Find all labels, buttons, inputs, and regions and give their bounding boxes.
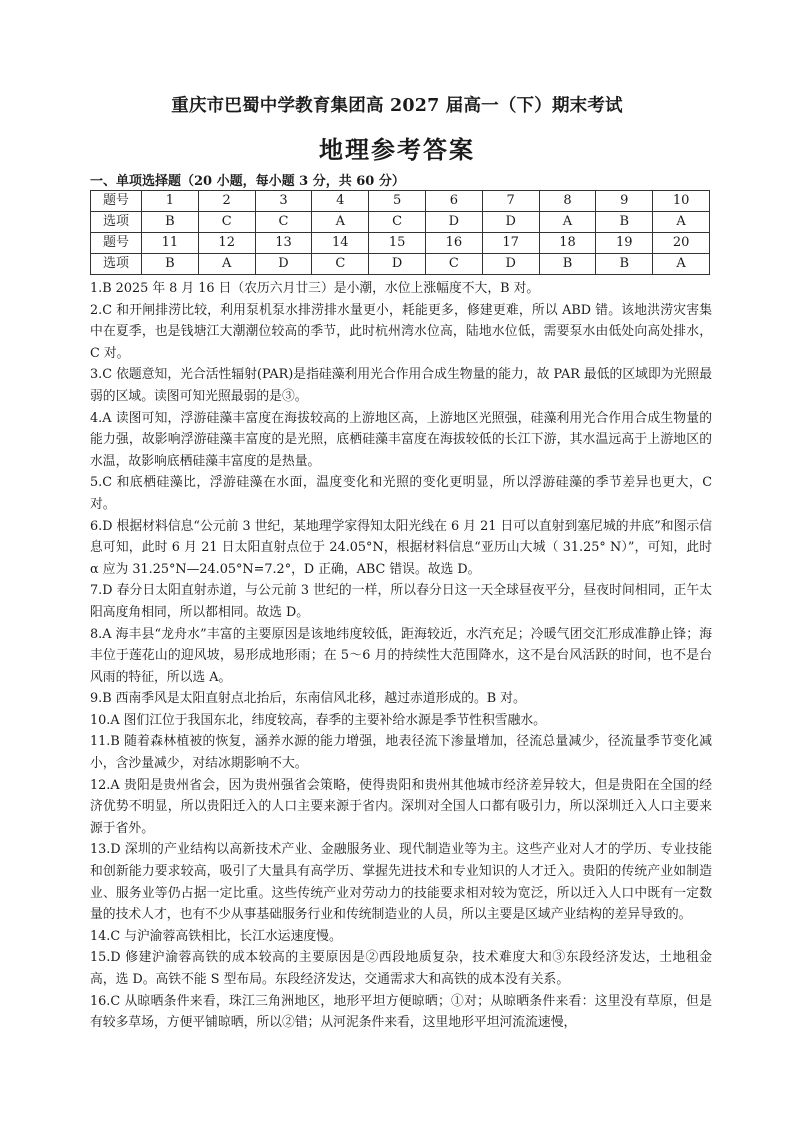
explanation-item: 3.C 依题意知，光合活性辐射(PAR)是指硅藻利用光合作用合成生物量的能力，故 PAR 最低的区域即为光照最弱的区域。读图可知光照最弱的是③。 — [90, 367, 712, 404]
table-cell: 7 — [482, 191, 539, 212]
table-cell: 9 — [596, 191, 653, 212]
explanation-item: 13.D 深圳的产业结构以高新技术产业、金融服务业、现代制造业等为主。这些产业对人才的学历、专业技能和创新能力要求较高，吸引了大量具有高学历、掌握先进技术和专业知识的人才迁入。贵阳的传统产业如制造业、服务业等仍占据一定比重。这些传统产业对劳动力的技能要求相对较为宽泛，所以迁入人口中既有一定数量的技术人才，也有不少从事基础服务行业和传统制造业的人员，所以主要是区域产业结构的差异导致的。 — [90, 842, 712, 923]
table-cell: A — [198, 254, 255, 275]
table-cell: 4 — [312, 191, 369, 212]
explanation-item: 5.C 和底栖硅藻比，浮游硅藻在水面，温度变化和光照的变化更明显，所以浮游硅藻的季节差异也更大，C 对。 — [90, 475, 712, 512]
table-cell: C — [255, 212, 312, 233]
table-row — [91, 254, 710, 275]
table-cell: 15 — [369, 233, 426, 254]
table-cell: 8 — [539, 191, 596, 212]
table-cell: 18 — [539, 233, 596, 254]
row-label: 选项 — [91, 212, 142, 233]
table-cell: 2 — [198, 191, 255, 212]
table-cell: 5 — [369, 191, 426, 212]
section-heading: 一、单项选择题（20 小题，每小题 3 分，共 60 分） — [90, 174, 405, 189]
table-cell: B — [596, 254, 653, 275]
explanation-item: 1.B 2025 年 8 月 16 日（农历六月廿三）是小潮，水位上涨幅度不大，B 对。 — [90, 281, 540, 296]
table-cell: A — [312, 212, 369, 233]
table-cell: 6 — [425, 191, 482, 212]
exam-title: 重庆市巴蜀中学教育集团高 2027 届高一（下）期末考试 — [171, 96, 623, 116]
row-label: 题号 — [91, 233, 142, 254]
table-cell: 11 — [142, 233, 199, 254]
explanation-item: 14.C 与沪渝蓉高铁相比，长江水运速度慢。 — [90, 928, 342, 944]
table-cell: D — [482, 254, 539, 275]
explanation-item: 10.A 图们江位于我国东北，纬度较高，春季的主要补给水源是季节性积雪融水。 — [90, 712, 546, 728]
table-cell: D — [482, 212, 539, 233]
table-cell: 10 — [653, 191, 710, 212]
table-row — [91, 212, 710, 233]
table-cell: 14 — [312, 233, 369, 254]
table-cell: B — [142, 212, 199, 233]
table-cell: D — [425, 212, 482, 233]
table-cell: 19 — [596, 233, 653, 254]
table-cell: D — [369, 254, 426, 275]
explanations — [90, 278, 712, 1034]
table-cell: D — [255, 254, 312, 275]
table-cell: 1 — [142, 191, 199, 212]
table-cell: C — [425, 254, 482, 275]
explanation-item: 9.B 西南季风是太阳直射点北抬后，东南信风北移，越过赤道形成的。B 对。 — [90, 691, 526, 707]
table-cell: C — [369, 212, 426, 233]
explanation-item: 12.A 贵阳是贵州省会，因为贵州强省会策略，使得贵阳和贵州其他城市经济差异较大，但是贵阳在全国的经济优势不明显，所以贵阳迁入的人口主要来源于省内。深圳对全国人口都有吸引力，所以深圳迁入人口主要来源于省外。 — [90, 777, 712, 836]
row-label: 题号 — [91, 191, 142, 212]
explanation-item: 2.C 和开闸排涝比较，利用泵机泵水排涝排水量更小，耗能更多，修建更难，所以 ABD 错。该地洪涝灾害集中在夏季，也是钱塘江大潮潮位较高的季节，此时杭州湾水位高，陆地水位低，需要泵水由低处向高处排水，C 对。 — [90, 302, 712, 361]
table-cell: C — [198, 212, 255, 233]
page-title: 地理参考答案 — [319, 135, 475, 164]
table-row — [91, 191, 710, 212]
table-cell: A — [653, 254, 710, 275]
table-cell: 3 — [255, 191, 312, 212]
explanation-item: 15.D 修建沪渝蓉高铁的成本较高的主要原因是②西段地质复杂，技术难度大和③东段经济发达，土地租金高，选 D。高铁不能 S 型布局。东段经济发达，交通需求大和高铁的成本没有关系。 — [90, 950, 712, 987]
explanation-item: 16.C 从晾晒条件来看，珠江三角洲地区，地形平坦方便晾晒；①对；从晾晒条件来看：这里没有草原，但是有较多草场，方便平铺晾晒，所以②错；从河泥条件来看，这里地形平坦河流流速慢， — [90, 993, 712, 1031]
table-cell: 20 — [653, 233, 710, 254]
table-row — [91, 233, 710, 254]
table-cell: B — [596, 212, 653, 233]
table-cell: B — [142, 254, 199, 275]
table-cell: 13 — [255, 233, 312, 254]
table-cell: B — [539, 254, 596, 275]
explanation-item: 6.D 根据材料信息“公元前 3 世纪，某地理学家得知太阳光线在 6 月 21 日可以直射到塞尼城的井底”和图示信息可知，此时 6 月 21 日太阳直射点位于 24.05°N，根据材料信息“亚历山大城（ 31.25° N）”，可知，此时 α 应为 31.25°N—24.05°N=7.2°，D 正确，ABC 错误。故选 D。 — [90, 518, 712, 577]
table-cell: 12 — [198, 233, 255, 254]
table-cell: 17 — [482, 233, 539, 254]
table-cell: C — [312, 254, 369, 275]
explanation-item: 4.A 读图可知，浮游硅藻丰富度在海拔较高的上游地区高，上游地区光照强，硅藻利用光合作用合成生物量的能力强，故影响浮游硅藻丰富度的是光照，底栖硅藻丰富度在海拔较低的长江下游，其水温远高于上游地区的水温，故影响底栖硅藻丰富度的是热量。 — [90, 410, 712, 469]
table-cell: A — [653, 212, 710, 233]
explanation-item: 11.B 随着森林植被的恢复，涵养水源的能力增强，地表径流下渗量增加，径流总量减少，径流量季节变化减小，含沙量减少，对结冰期影响不大。 — [90, 734, 712, 772]
explanation-item: 8.A 海丰县“龙舟水”丰富的主要原因是该地纬度较低，距海较近，水汽充足；冷暖气团交汇形成准静止锋；海丰位于莲花山的迎风坡，易形成地形雨；在 5～6 月的持续性大范围降水，这不是台风活跃的时间，也不是台风雨的特征，所以选 A。 — [90, 626, 712, 685]
table-cell: 16 — [425, 233, 482, 254]
table-cell: A — [539, 212, 596, 233]
answer-table — [90, 190, 710, 275]
row-label: 选项 — [91, 254, 142, 275]
explanation-item: 7.D 春分日太阳直射赤道，与公元前 3 世纪的一样，所以春分日这一天全球昼夜平分，昼夜时间相同，正午太阳高度角相同，所以都相同。故选 D。 — [90, 583, 712, 620]
